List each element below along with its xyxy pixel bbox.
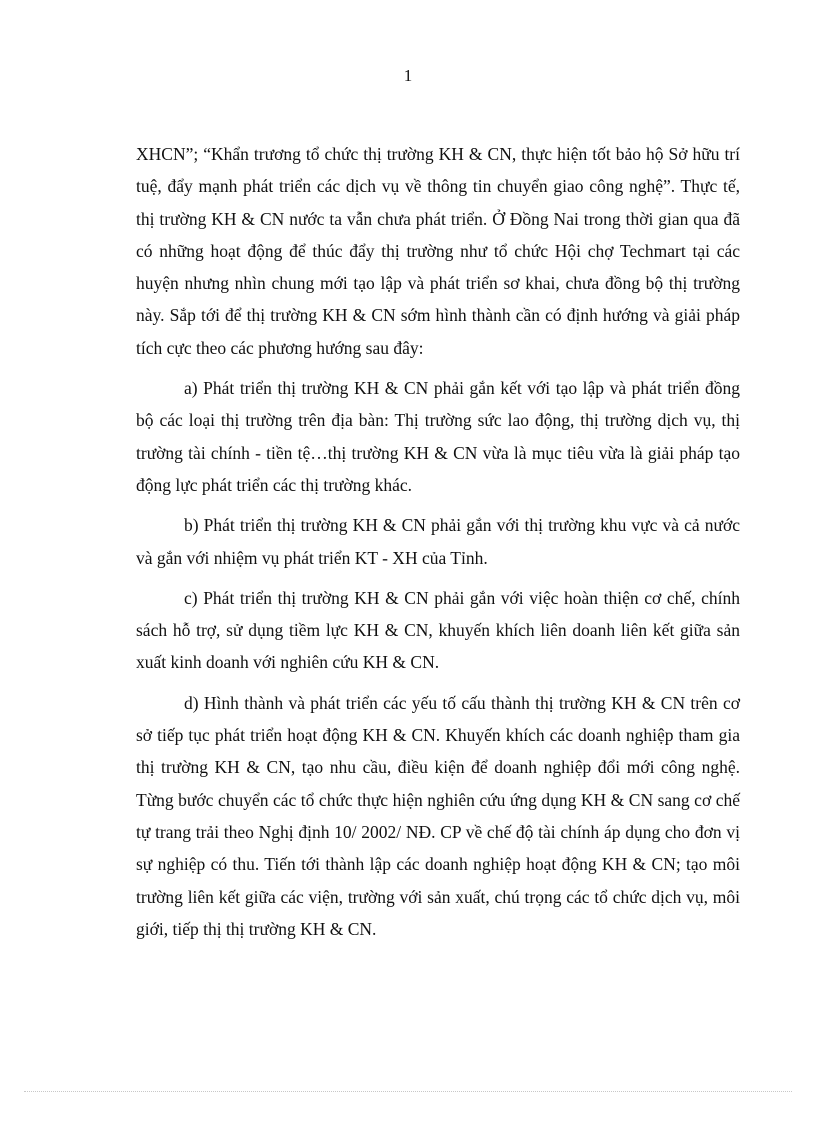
paragraph-item-c: c) Phát triển thị trường KH & CN phải gắn với việc hoàn thiện cơ chế, chính sách hỗ trợ, sử dụng tiềm lực KH & CN, khuyến khích liên doanh liên kết giữa sản xuất kinh doanh với nghiên cứu KH & CN. — [136, 587, 740, 673]
page-number: 1 — [403, 66, 413, 85]
paragraph-intro: XHCN”; “Khẩn trương tổ chức thị trường KH & CN, thực hiện tốt bảo hộ Sở hữu trí tuệ, đẩy mạnh phát triển các dịch vụ về thông tin chuyển giao công nghệ”. Thực tế, thị trường KH & CN nước ta vẫn chưa phát triển. Ở Đồng Nai trong thời gian qua đã có những hoạt động để thúc đẩy thị trường như tổ chức Hội chợ Techmart tại các huyện nhưng nhìn chung mới tạo lập và phát triển sơ khai, chưa đồng bộ thị trường này. Sắp tới để thị trường KH & CN sớm hình thành cần có định hướng và giải pháp tích cực theo các phương hướng sau đây: — [136, 144, 740, 358]
paragraph-item-d: d) Hình thành và phát triển các yếu tố cấu thành thị trường KH & CN trên cơ sở tiếp tục phát triển hoạt động KH & CN. Khuyến khích các doanh nghiệp tham gia thị trường KH & CN, tạo nhu cầu, điều kiện để doanh nghiệp đổi mới công nghệ. Từng bước chuyển các tổ chức thực hiện nghiên cứu ứng dụng KH & CN sang cơ chế tự trang trải theo Nghị định 10/ 2002/ NĐ. CP về chế độ tài chính áp dụng cho đơn vị sự nghiệp có thu. Tiến tới thành lập các doanh nghiệp hoạt động KH & CN; tạo môi trường liên kết giữa các viện, trường với sản xuất, chú trọng các tổ chức dịch vụ, môi giới, tiếp thị thị trường KH & CN. — [136, 692, 740, 939]
paragraph-item-a: a) Phát triển thị trường KH & CN phải gắn kết với tạo lập và phát triển đồng bộ các loại thị trường trên địa bàn: Thị trường sức lao động, thị trường dịch vụ, thị trường tài chính - tiền tệ…thị trường KH & CN vừa là mục tiêu vừa là giải pháp tạo động lực phát triển các thị trường khác. — [136, 378, 740, 495]
paragraph-item-b: b) Phát triển thị trường KH & CN phải gắn với thị trường khu vực và cả nước và gắn với nhiệm vụ phát triển KT - XH của Tỉnh. — [136, 515, 740, 568]
page-bottom-divider — [24, 1091, 792, 1092]
document-body — [136, 138, 740, 953]
